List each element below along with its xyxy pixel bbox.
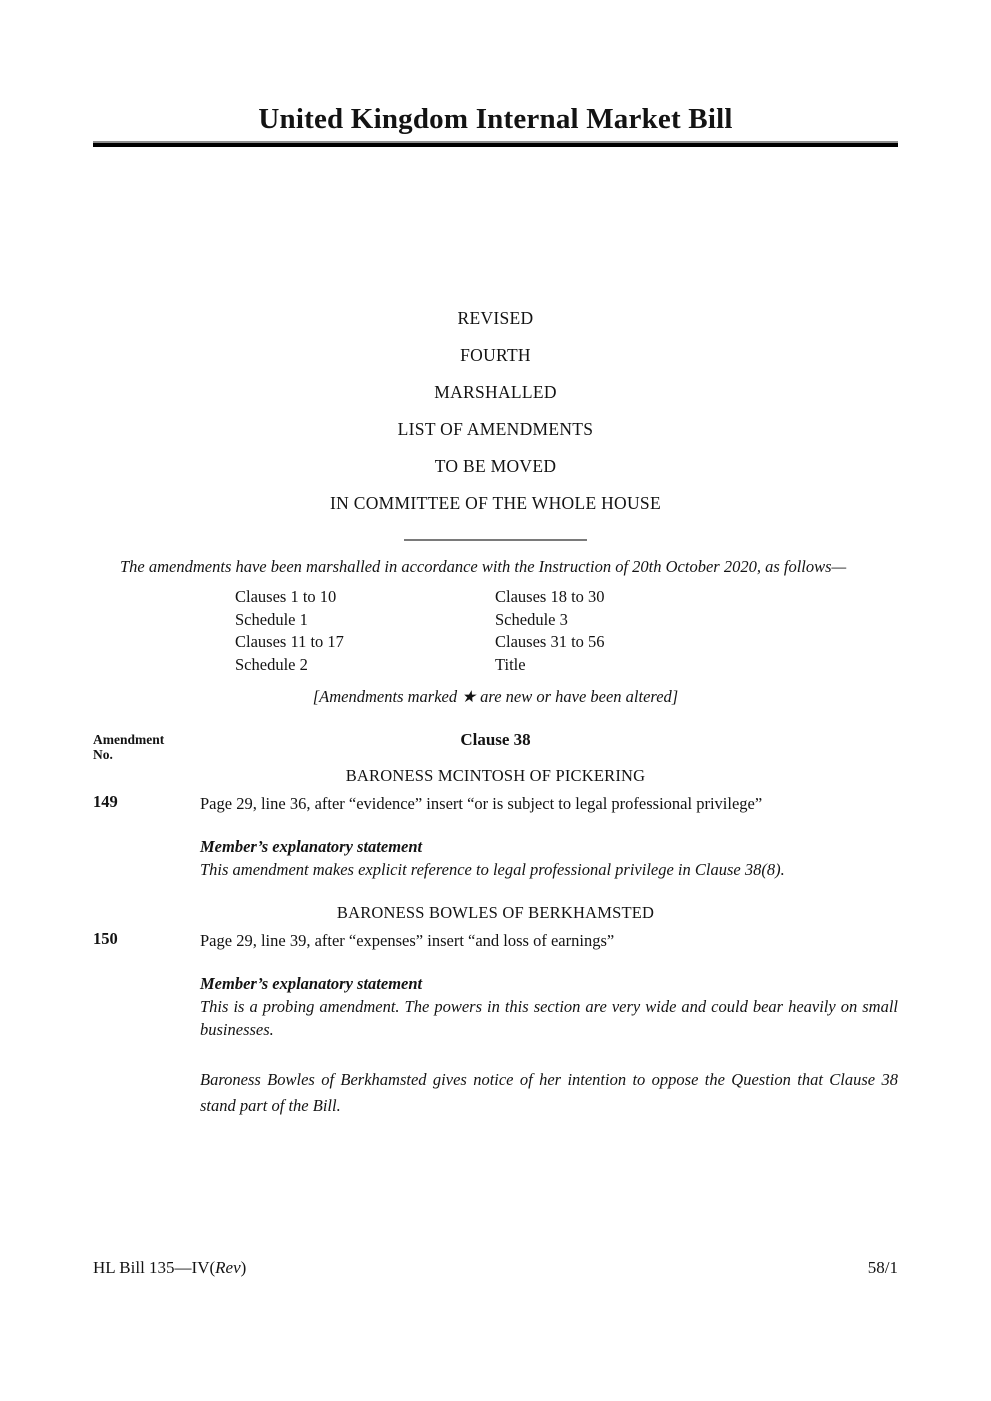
bill-reference-suffix: ) [240,1258,247,1277]
amendment-number: 149 [93,792,118,811]
document-title: United Kingdom Internal Market Bill [258,103,733,135]
heading-list-of-amendments: LIST OF AMENDMENTS [397,419,594,439]
mover-name-bowles: BARONESS BOWLES OF BERKHAMSTED [336,903,655,922]
mover-name-mcintosh: BARONESS MCINTOSH OF PICKERING [345,766,646,785]
oppose-question-notice: Baroness Bowles of Berkhamsted gives notice of her intention to oppose the Question that Clause 38 stand part of the Bill. [200,1070,898,1115]
marshalling-intro: The amendments have been marshalled in accordance with the Instruction of 20th October 2020, as follows— [120,557,847,576]
heading-committee: IN COMMITTEE OF THE WHOLE HOUSE [330,493,661,513]
clause-range-item: Schedule 3 [495,609,568,629]
amendment-row-150 [93,929,898,953]
explanatory-text: This amendment makes explicit reference to legal professional privilege in Clause 38(8). [200,860,785,879]
bill-reference-prefix: HL Bill 135—IV( [93,1258,216,1277]
heading-revised: REVISED [457,308,534,328]
marshalling-column-1 [235,586,495,676]
clause-range-item: Title [495,654,526,674]
marked-amendments-note: [Amendments marked ★ are new or have been altered] [312,687,679,706]
clause-range-item: Clauses 31 to 56 [495,632,605,651]
explanatory-statement-150 [200,972,898,1041]
document-headings [93,300,898,522]
bill-reference [93,1258,246,1278]
amendment-no-label-line2: No. [93,747,113,762]
bill-reference-rev: Rev [215,1258,241,1277]
explanatory-heading: Member’s explanatory statement [200,837,423,856]
heading-fourth: FOURTH [460,345,531,365]
page-footer [93,1258,898,1278]
section-divider [404,539,587,541]
heading-marshalled: MARSHALLED [434,382,557,402]
clause-range-item: Clauses 18 to 30 [495,587,605,606]
amendment-number: 150 [93,929,118,948]
clause-range-item: Schedule 1 [235,609,308,629]
title-rule [93,141,898,147]
amendment-table-header [93,730,898,764]
page-number: 58/1 [867,1258,898,1277]
clause-heading: Clause 38 [460,730,531,749]
amendment-text: Page 29, line 36, after “evidence” insert “or is subject to legal professional privilege” [200,794,763,813]
amendment-text: Page 29, line 39, after “expenses” insert “and loss of earnings” [200,931,615,950]
marshalling-column-2 [495,586,605,676]
explanatory-statement-149 [200,835,898,881]
amendment-no-label-line1: Amendment [93,732,165,747]
clause-range-item: Clauses 1 to 10 [235,587,337,606]
clause-range-item: Schedule 2 [235,654,308,674]
explanatory-text: This is a probing amendment. The powers in this section are very wide and could bear heavily on small businesses. [200,997,898,1039]
amendment-row-149 [93,792,898,816]
explanatory-heading: Member’s explanatory statement [200,974,423,993]
clause-range-item: Clauses 11 to 17 [235,632,344,651]
amendment-no-label [93,732,164,762]
marshalling-order-list [93,586,898,676]
heading-to-be-moved: TO BE MOVED [434,456,557,476]
